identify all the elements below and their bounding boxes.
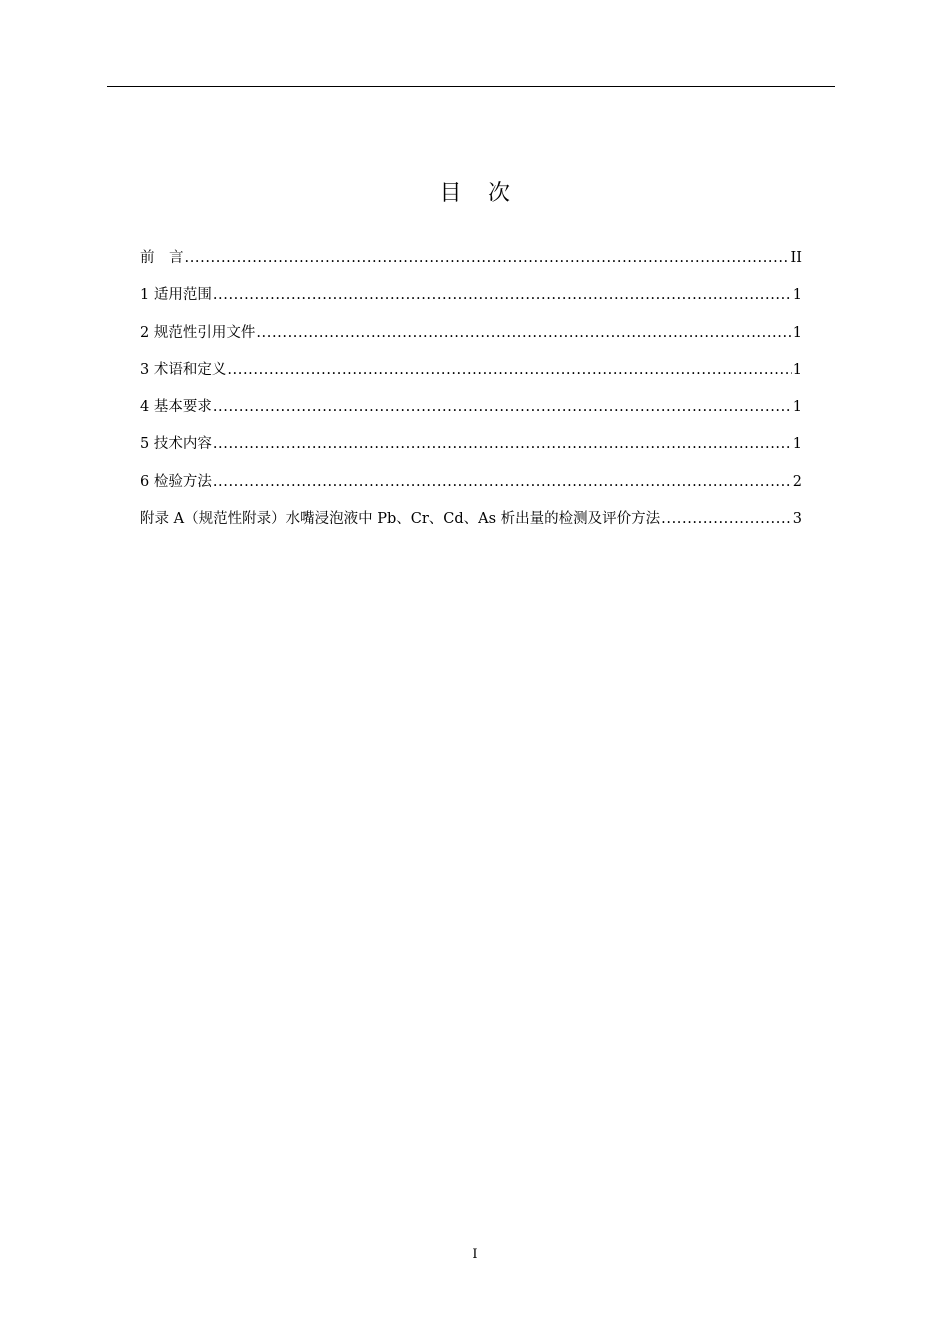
header-rule	[107, 86, 835, 87]
toc-entry-text: 前 言	[140, 250, 184, 266]
toc-entry-page: 1	[792, 436, 802, 453]
toc-leader	[256, 321, 791, 345]
toc-title	[0, 176, 950, 207]
toc-entry-text: 6 检验方法	[140, 473, 212, 490]
toc-leader	[185, 246, 790, 270]
toc-leader	[213, 432, 792, 456]
toc-leader	[213, 395, 792, 419]
page-number: I	[472, 1247, 478, 1262]
toc-leader	[213, 470, 792, 494]
toc-entry-text: 1 适用范围	[140, 287, 212, 304]
toc-entry-page: 3	[792, 511, 802, 528]
toc-entry-test-methods[interactable]	[140, 470, 802, 507]
toc-title-char-1: 目	[439, 181, 462, 206]
toc-list	[140, 246, 802, 544]
toc-entry-page: 1	[792, 361, 802, 378]
toc-leader	[227, 358, 791, 382]
toc-entry-page: 1	[792, 399, 802, 416]
toc-entry-page: 1	[792, 324, 802, 341]
toc-entry-page: 2	[792, 473, 802, 490]
toc-entry-text: 附录 A（规范性附录）水嘴浸泡液中 Pb、Cr、Cd、As 析出量的检测及评价方法	[140, 511, 661, 528]
toc-entry-technical-content[interactable]	[140, 432, 802, 469]
toc-entry-foreword[interactable]	[140, 246, 802, 283]
toc-entry-basic-requirements[interactable]	[140, 395, 802, 432]
toc-entry-annex-a[interactable]	[140, 507, 802, 544]
toc-entry-page: 1	[792, 287, 802, 304]
toc-entry-text: 3 术语和定义	[140, 361, 227, 378]
toc-entry-terms-definitions[interactable]	[140, 358, 802, 395]
toc-leader	[213, 283, 792, 307]
toc-title-char-2: 次	[488, 181, 511, 206]
toc-entry-text: 4 基本要求	[140, 399, 212, 416]
toc-entry-scope[interactable]	[140, 283, 802, 320]
toc-entry-normative-references[interactable]	[140, 321, 802, 358]
toc-entry-text: 5 技术内容	[140, 436, 212, 453]
toc-entry-page: II	[790, 250, 802, 266]
toc-entry-text: 2 规范性引用文件	[140, 324, 256, 341]
toc-leader	[661, 507, 792, 531]
